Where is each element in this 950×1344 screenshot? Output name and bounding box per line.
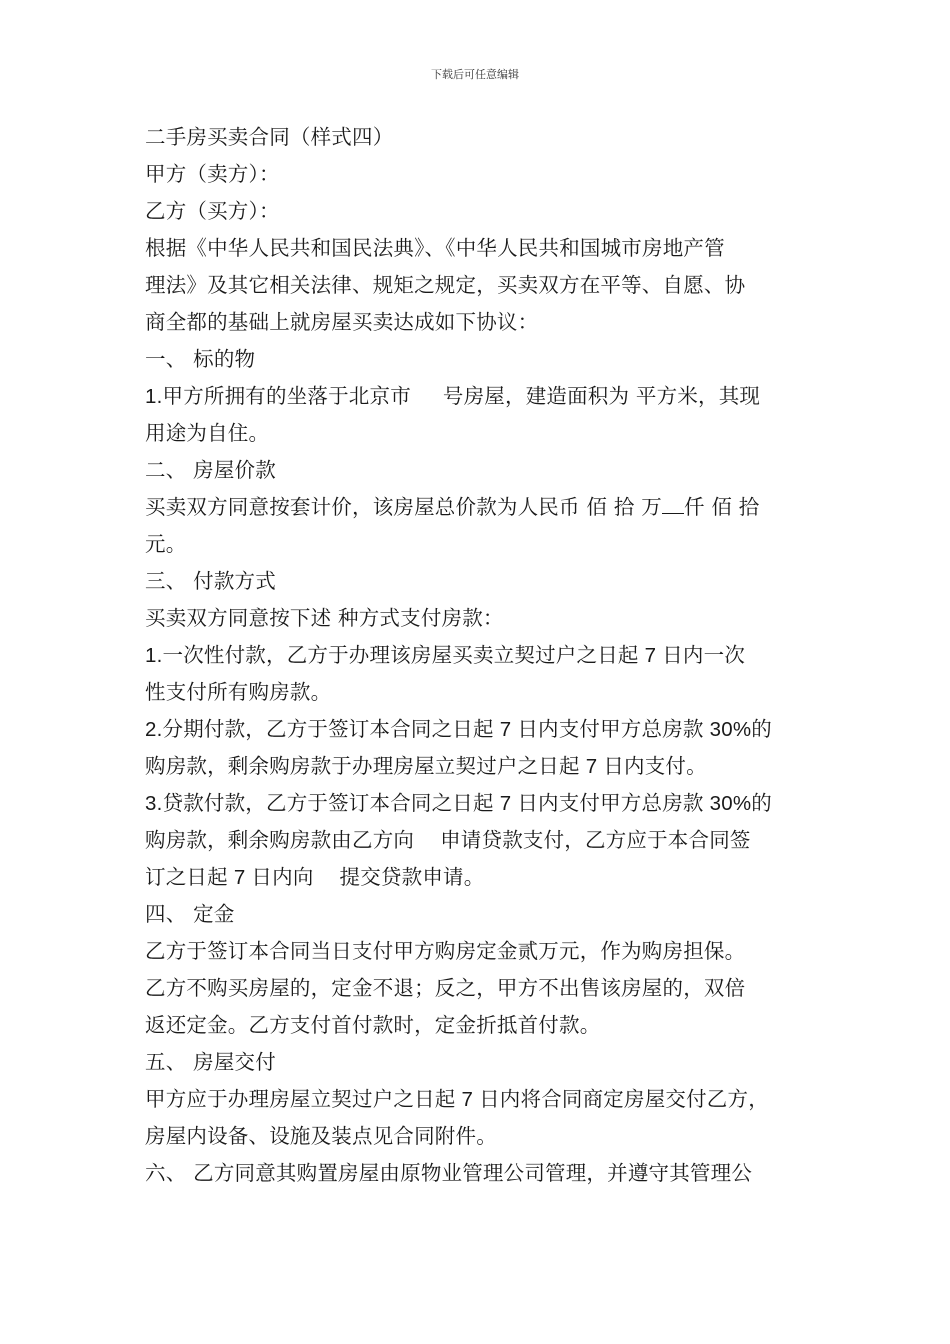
section-6-line-1: 六、 乙方同意其购置房屋由原物业管理公司管理，并遵守其管理公 — [145, 1161, 753, 1185]
payment-option-3-line-3 — [145, 859, 825, 896]
clause-text: 日内向 — [251, 865, 314, 889]
party-b-line: 乙方（买方）： — [145, 199, 280, 223]
section-5-heading: 五、 房屋交付 — [145, 1050, 276, 1074]
payment-option-1-line-2: 性支付所有购房款。 — [145, 680, 332, 704]
section-1-clause-line-1 — [145, 378, 825, 415]
clause-text: 分期付款，乙方于签订本合同之日起 — [162, 717, 494, 741]
price-text: 仟 佰 拾 — [683, 495, 760, 519]
section-2-line-1 — [145, 489, 825, 526]
section-1-heading: 一、 标的物 — [145, 347, 256, 371]
clause-text: 甲方所拥有的坐落于北京市 — [162, 384, 411, 408]
section-3-heading: 三、 付款方式 — [145, 569, 276, 593]
days-number: 7 — [499, 718, 512, 741]
preamble-line-2: 理法》及其它相关法律、规矩之规定，买卖双方在平等、自愿、协 — [145, 273, 746, 297]
days-number: 7 — [499, 792, 512, 815]
clause-text: 订之日起 — [145, 865, 228, 889]
clause-number: 2. — [145, 718, 163, 741]
clause-number: 3. — [145, 792, 163, 815]
clause-text: 号房屋，建造面积为 平方米，其现 — [442, 384, 761, 408]
clause-text: 日内支付甲方总房款 — [517, 717, 704, 741]
party-a-line: 甲方（卖方）： — [145, 162, 280, 186]
page-header-note: 下载后可任意编辑 — [431, 68, 519, 81]
contract-body — [145, 119, 825, 1192]
days-number: 7 — [585, 755, 598, 778]
percent-number: 30% — [709, 792, 752, 815]
price-text: 买卖双方同意按套计价，该房屋总价款为人民币 佰 拾 万 — [145, 495, 662, 519]
payment-option-3-line-2 — [145, 822, 825, 859]
clause-text: 购房款，剩余购房款于办理房屋立契过户之日起 — [145, 754, 580, 778]
payment-option-3-line-1 — [145, 785, 825, 822]
payment-option-2-line-2 — [145, 748, 825, 785]
clause-text: 一次性付款，乙方于办理该房屋买卖立契过户之日起 — [162, 643, 639, 667]
price-blank — [662, 497, 684, 514]
clause-text: 提交贷款申请。 — [339, 865, 485, 889]
clause-text: 申请贷款支付，乙方应于本合同签 — [440, 828, 751, 852]
clause-text: 日内一次 — [662, 643, 746, 667]
payment-option-1-line-1 — [145, 637, 825, 674]
days-number: 7 — [233, 866, 246, 889]
clause-number: 1. — [145, 385, 163, 408]
percent-number: 30% — [709, 718, 752, 741]
clause-number: 1. — [145, 644, 163, 667]
section-2-heading: 二、 房屋价款 — [145, 458, 276, 482]
clause-text: 贷款付款，乙方于签订本合同之日起 — [162, 791, 494, 815]
contract-title: 二手房买卖合同（样式四） — [145, 125, 394, 149]
clause-text: 购房款，剩余购房款由乙方向 — [145, 828, 415, 852]
days-number: 7 — [461, 1088, 474, 1111]
section-4-heading: 四、 定金 — [145, 902, 235, 926]
clause-text: 的 — [751, 717, 772, 741]
clause-text: 日内将合同商定房屋交付乙方， — [479, 1087, 769, 1111]
preamble-line-3: 商全都的基础上就房屋买卖达成如下协议： — [145, 310, 539, 334]
section-4-line-2: 乙方不购买房屋的，定金不退；反之，甲方不出售该房屋的，双倍 — [145, 976, 746, 1000]
section-5-line-1 — [145, 1081, 825, 1118]
payment-option-2-line-1 — [145, 711, 825, 748]
section-2-line-2: 元。 — [145, 532, 187, 556]
clause-text: 的 — [751, 791, 772, 815]
days-number: 7 — [644, 644, 657, 667]
preamble-line-1: 根据《中华人民共和国民法典》、《中华人民共和国城市房地产管 — [145, 236, 725, 260]
section-5-line-2: 房屋内设备、设施及装点见合同附件。 — [145, 1124, 497, 1148]
section-4-line-3: 返还定金。乙方支付首付款时，定金折抵首付款。 — [145, 1013, 601, 1037]
clause-text: 日内支付。 — [603, 754, 707, 778]
section-3-intro: 买卖双方同意按下述 种方式支付房款： — [145, 606, 504, 630]
clause-text: 日内支付甲方总房款 — [517, 791, 704, 815]
section-1-clause-line-2: 用途为自住。 — [145, 421, 270, 445]
section-4-line-1: 乙方于签订本合同当日支付甲方购房定金贰万元，作为购房担保。 — [145, 939, 746, 963]
clause-text: 甲方应于办理房屋立契过户之日起 — [145, 1087, 456, 1111]
